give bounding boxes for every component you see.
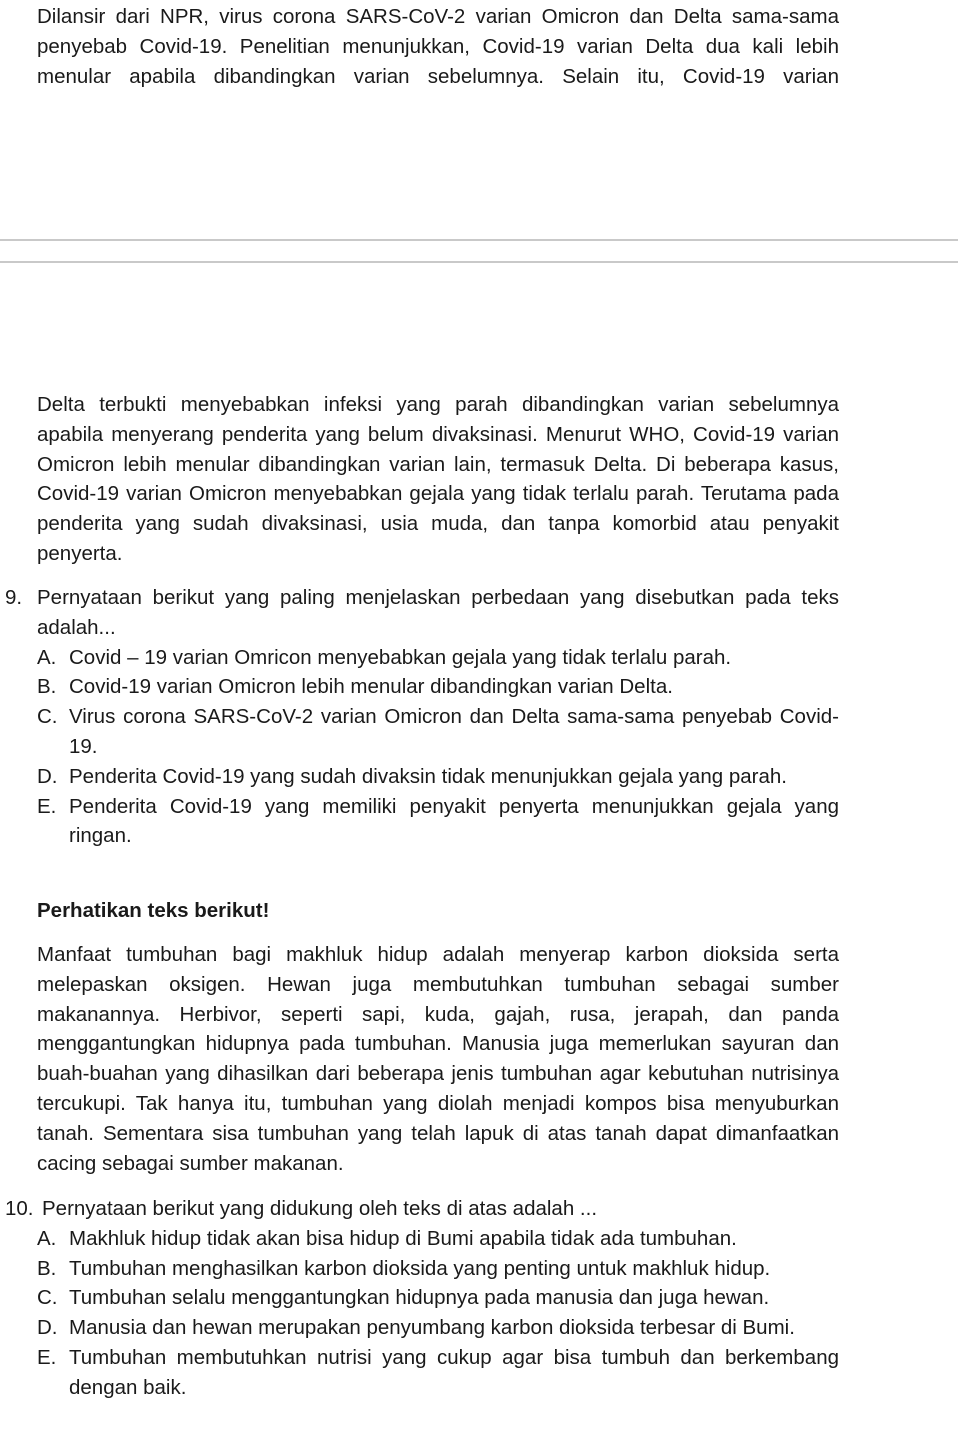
option-text: Penderita Covid-19 yang memiliki penyakit penyerta menunjukkan gejala yang ringan. (69, 794, 839, 848)
option-letter: B. (37, 675, 57, 699)
option-letter: C. (37, 705, 58, 729)
question-9-option-a[interactable] (37, 643, 839, 673)
section-heading: Perhatikan teks berikut! (37, 899, 270, 922)
option-letter: D. (37, 1316, 58, 1340)
question-10-option-e[interactable] (37, 1343, 839, 1403)
passage2-text: Manfaat tumbuhan bagi makhluk hidup adalah menyerap karbon dioksida serta melepaskan oksigen. Hewan juga membutuhkan tumbuhan sebagai sumber makanannya. Herbivor, seperti sapi, kuda, gajah, rusa, jerapah, dan panda menggantungkan hidupnya pada tumbuhan. Manusia juga memerlukan sayuran dan buah-buahan yang dihasilkan dari beberapa jenis tumbuhan agar kebutuhan nutrisinya tercukupi. Tak hanya itu, tumbuhan yang diolah menjadi kompos bisa menyuburkan tanah. Sementara sisa tumbuhan yang telah lapuk di atas tanah dapat dimanfaatkan cacing sebagai sumber makanan. (37, 943, 839, 1175)
passage1-part1 (37, 2, 839, 91)
question-10-option-d[interactable] (37, 1313, 839, 1343)
question-9-option-b[interactable] (37, 672, 839, 702)
question-10-number: 10. (5, 1197, 34, 1220)
option-text: Manusia dan hewan merupakan penyumbang karbon dioksida terbesar di Bumi. (69, 1316, 795, 1340)
question-9 (5, 583, 839, 851)
option-letter: E. (37, 1345, 57, 1369)
question-9-options (37, 643, 839, 852)
question-9-option-d[interactable] (37, 762, 839, 792)
option-text: Covid – 19 varian Omricon menyebabkan gejala yang tidak terlalu parah. (69, 645, 732, 669)
option-text: Covid-19 varian Omicron lebih menular dibandingkan varian Delta. (69, 675, 673, 699)
option-text: Virus corona SARS-CoV-2 varian Omicron dan Delta sama-sama penyebab Covid-19. (69, 705, 839, 758)
option-letter: D. (37, 764, 58, 788)
question-9-option-c[interactable] (37, 702, 839, 762)
page-break-bottom-line (0, 261, 958, 263)
passage2 (37, 940, 839, 1178)
passage1-part1-text: Dilansir dari NPR, virus corona SARS-CoV-2 varian Omicron dan Delta sama-sama penyebab Covid-19. Penelitian menunjukkan, Covid-19 varian Delta dua kali lebih menular apabila dibandingkan varian sebelumnya. Selain itu, Covid-19 varian (37, 5, 839, 88)
question-9-number: 9. (5, 586, 23, 609)
question-10 (5, 1194, 839, 1403)
question-10-option-a[interactable] (37, 1224, 839, 1254)
question-9-text: Pernyataan berikut yang paling menjelaskan perbedaan yang disebutkan pada teks adalah... (37, 586, 839, 639)
option-text: Tumbuhan menghasilkan karbon dioksida yang penting untuk makhluk hidup. (69, 1256, 771, 1280)
question-10-text: Pernyataan berikut yang didukung oleh teks di atas adalah ... (42, 1197, 598, 1220)
option-letter: C. (37, 1286, 58, 1310)
option-letter: E. (37, 794, 57, 818)
option-text: Tumbuhan selalu menggantungkan hidupnya pada manusia dan juga hewan. (69, 1286, 770, 1310)
option-text: Penderita Covid-19 yang sudah divaksin tidak menunjukkan gejala yang parah. (69, 764, 787, 788)
page-break-top-line (0, 239, 958, 241)
question-10-option-c[interactable] (37, 1283, 839, 1313)
question-10-option-b[interactable] (37, 1254, 839, 1284)
question-10-options (37, 1224, 839, 1403)
option-letter: B. (37, 1256, 57, 1280)
question-9-option-e[interactable] (37, 792, 839, 852)
option-text: Tumbuhan membutuhkan nutrisi yang cukup agar bisa tumbuh dan berkembang dengan baik. (69, 1345, 839, 1399)
passage1-part2 (37, 390, 839, 569)
option-text: Makhluk hidup tidak akan bisa hidup di Bumi apabila tidak ada tumbuhan. (69, 1226, 737, 1250)
passage1-part2-text: Delta terbukti menyebabkan infeksi yang parah dibandingkan varian sebelumnya apabila menyerang penderita yang belum divaksinasi. Menurut WHO, Covid-19 varian Omicron lebih menular dibandingkan varian lain, termasuk Delta. Di beberapa kasus, Covid-19 varian Omicron menyebabkan gejala yang tidak terlalu parah. Terutama pada penderita yang sudah divaksinasi, usia muda, dan tanpa komorbid atau penyakit penyerta. (37, 393, 839, 565)
option-letter: A. (37, 645, 57, 669)
option-letter: A. (37, 1226, 57, 1250)
